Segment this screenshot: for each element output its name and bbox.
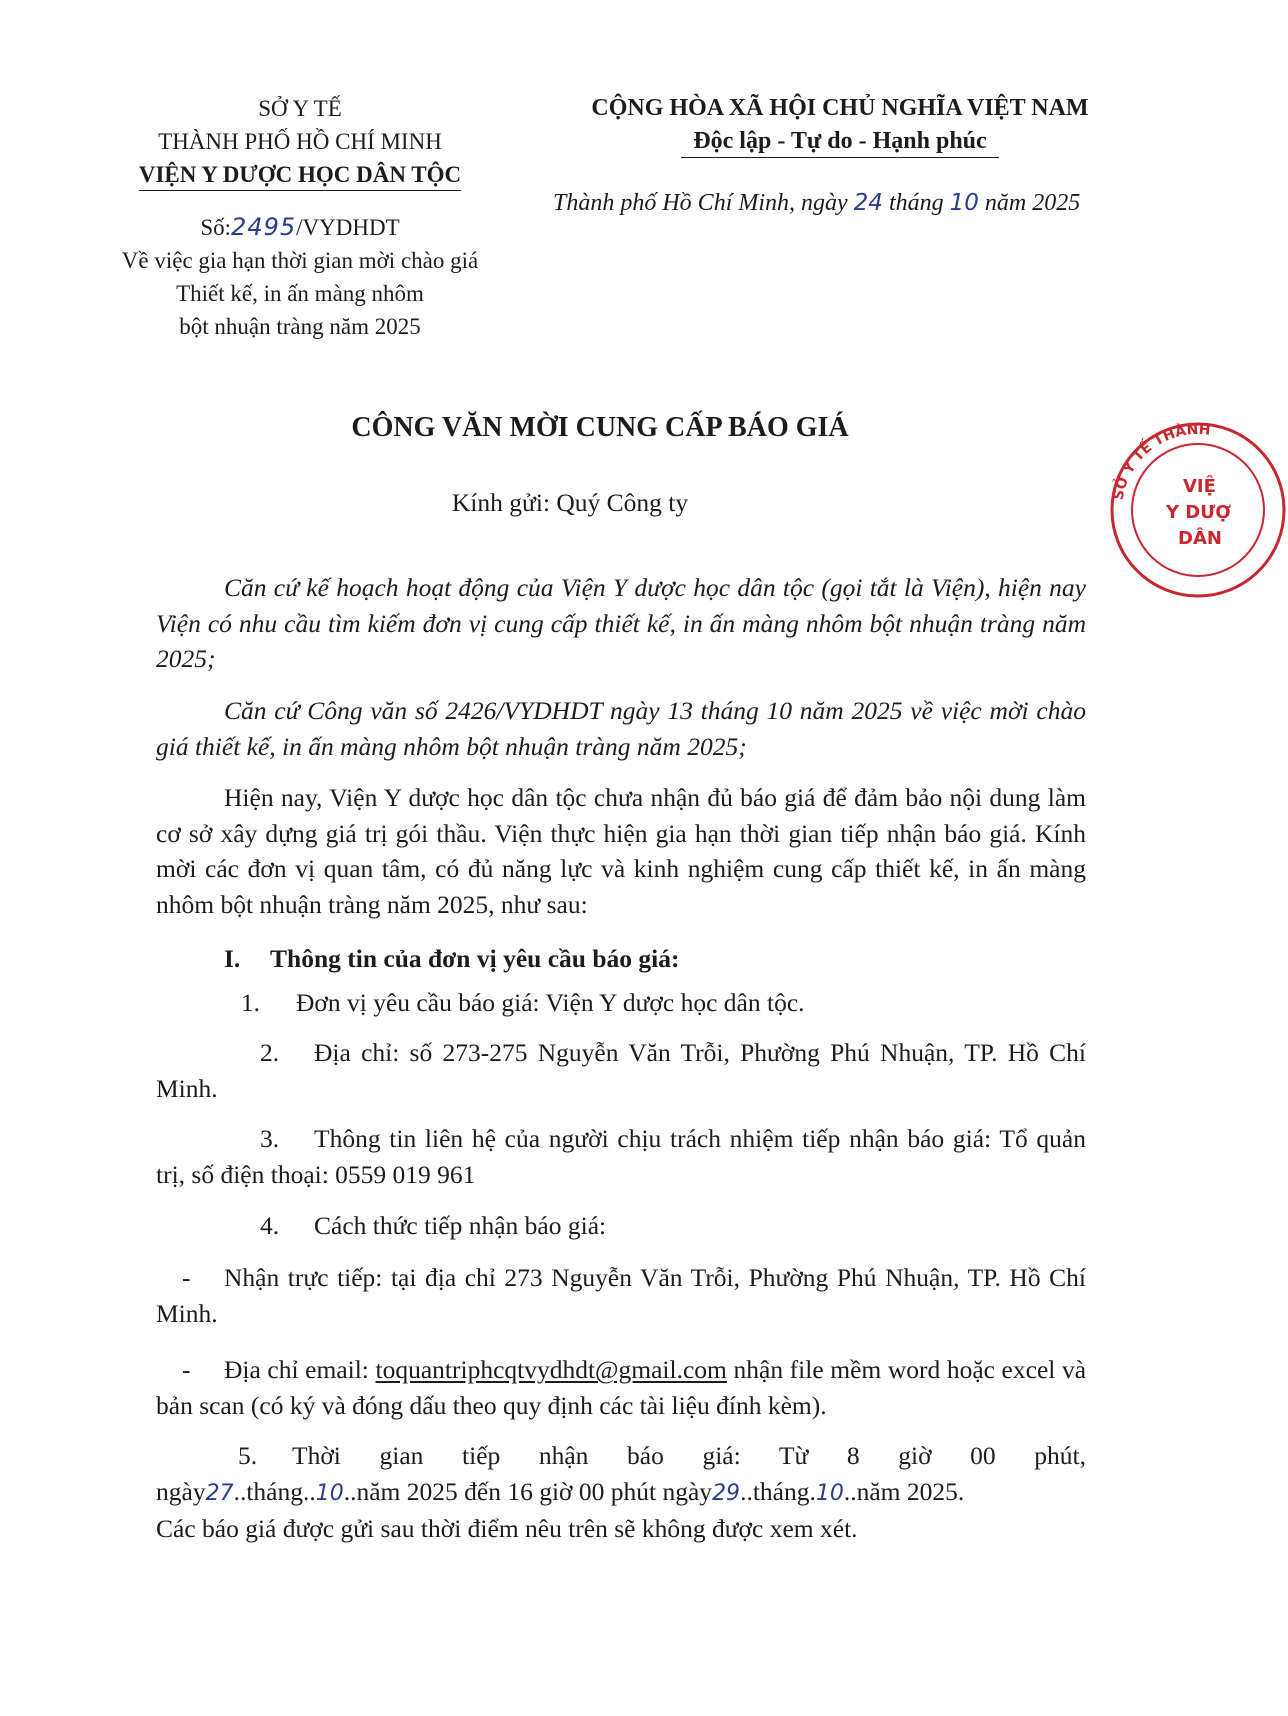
issue-date: Thành phố Hồ Chí Minh, ngày 24 tháng 10 năm 2025 xyxy=(553,190,1081,216)
document-number: Số:2495/VYDHDT xyxy=(200,213,400,241)
document-title: CÔNG VĂN MỜI CUNG CẤP BÁO GIÁ xyxy=(351,412,849,443)
bullet-item-email: - Địa chỉ email: toquantriphcqtvydhdt@gmail.com nhận file mềm word hoặc excel và bản scan (có ký và đóng dấu theo quy định các tài liệu đính kèm). xyxy=(156,1355,1087,1420)
official-seal xyxy=(1108,420,1288,600)
handwritten-start-month: 10 xyxy=(315,1480,344,1506)
seal-text-2: Y DƯỢ xyxy=(1166,502,1232,523)
handwritten-start-day: 27 xyxy=(205,1480,234,1506)
seal-text-3: DÂN xyxy=(1178,528,1222,549)
list-item-time: 5. Thời gian tiếp nhận báo giá: Từ 8 giờ 00 phút, ngày27..tháng..10..năm 2025 đến 16 giờ 00 phút ngày29..tháng.10..năm 2025. Các báo giá được gửi sau thời điểm nêu trên sẽ không được xem xét. xyxy=(156,1441,1086,1543)
paragraph-basis-letter: Căn cứ Công văn số 2426/VYDHDT ngày 13 tháng 10 năm 2025 về việc mời chào giá thiết kế, in ấn màng nhôm bột nhuận tràng năm 2025; xyxy=(156,696,1086,761)
issuer-city: THÀNH PHỐ HỒ CHÍ MINH xyxy=(158,129,442,154)
seal-text-1: VIỆ xyxy=(1183,476,1216,497)
subject-line-3: bột nhuận tràng năm 2025 xyxy=(179,314,421,339)
list-item: 1. Đơn vị yêu cầu báo giá: Viện Y dược học dân tộc. xyxy=(240,988,805,1017)
bullet-item-direct: - Nhận trực tiếp: tại địa chỉ 273 Nguyễn Văn Trỗi, Phường Phú Nhuận, TP. Hồ Chí Minh. xyxy=(156,1263,1086,1328)
subject-line-1: Về việc gia hạn thời gian mời chào giá xyxy=(121,248,479,273)
issuer-department: SỞ Y TẾ xyxy=(258,96,342,121)
handwritten-month: 10 xyxy=(949,190,979,216)
issuer-block xyxy=(100,92,500,343)
issuer-institute: VIỆN Y DƯỢC HỌC DÂN TỘC xyxy=(100,158,500,191)
section-heading: I. Thông tin của đơn vị yêu cầu báo giá: xyxy=(224,944,680,973)
handwritten-end-month: 10 xyxy=(815,1480,844,1506)
national-motto: Độc lập - Tự do - Hạnh phúc xyxy=(540,125,1140,158)
national-header xyxy=(540,92,1140,158)
paragraph-extension: Hiện nay, Viện Y dược học dân tộc chưa nhận đủ báo giá để đảm bảo nội dung làm cơ sở xây dựng giá trị gói thầu. Viện thực hiện gia hạn thời gian tiếp nhận báo giá. Kính mời các đơn vị quan tâm, có đủ năng lực và kinh nghiệm cung cấp thiết kế, in ấn màng nhôm bột nhuận tràng năm 2025, như sau: xyxy=(156,783,1086,919)
handwritten-day: 24 xyxy=(853,190,883,216)
list-item: 3. Thông tin liên hệ của người chịu trách nhiệm tiếp nhận báo giá: Tổ quản trị, số điện thoại: 0559 019 961 xyxy=(156,1124,1086,1189)
seal-ring-text: SỞ Y TẾ THÀNH xyxy=(1110,421,1211,502)
list-item: 4. Cách thức tiếp nhận báo giá: xyxy=(260,1211,607,1240)
national-title: CỘNG HÒA XÃ HỘI CHỦ NGHĨA VIỆT NAM xyxy=(591,95,1089,121)
greeting: Kính gửi: Quý Công ty xyxy=(451,488,689,517)
handwritten-doc-number: 2495 xyxy=(231,213,297,241)
subject-line-2: Thiết kế, in ấn màng nhôm xyxy=(176,281,424,306)
email-link[interactable]: toquantriphcqtvydhdt@gmail.com xyxy=(375,1355,727,1384)
paragraph-basis-plan: Căn cứ kế hoạch hoạt động của Viện Y dược học dân tộc (gọi tắt là Viện), hiện nay Viện có nhu cầu tìm kiếm đơn vị cung cấp thiết kế, in ấn màng nhôm bột nhuận tràng năm 2025; xyxy=(156,573,1086,673)
handwritten-end-day: 29 xyxy=(712,1480,741,1506)
list-item: 2. Địa chỉ: số 273-275 Nguyễn Văn Trỗi, Phường Phú Nhuận, TP. Hồ Chí Minh. xyxy=(156,1038,1086,1103)
